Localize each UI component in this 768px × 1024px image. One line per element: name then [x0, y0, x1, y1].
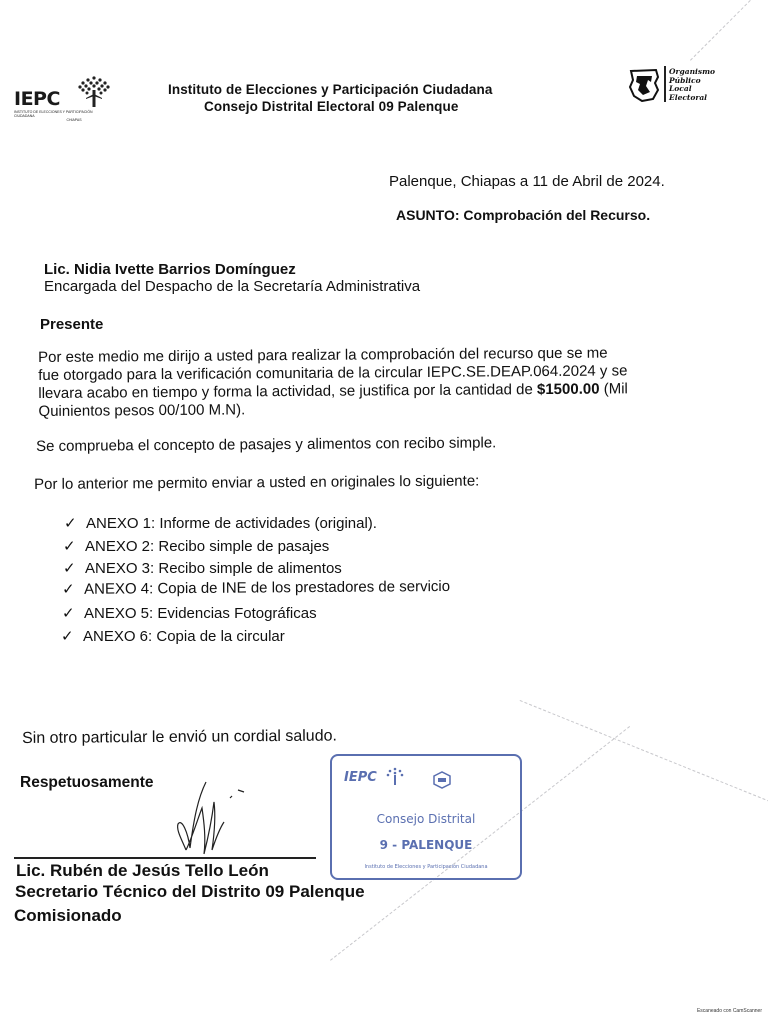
iepc-logo [14, 74, 114, 120]
checkmark-icon: ✓ [64, 515, 77, 532]
ople-text-line: Público [669, 75, 701, 85]
annex-item [63, 560, 342, 578]
body-line: Por este medio me dirijo a usted para realizar la comprobación del recurso que se me [38, 344, 608, 366]
stamp-line-2: 9 - PALENQUE [379, 838, 473, 852]
checkmark-icon: ✓ [63, 560, 76, 577]
signer-name: Lic. Rubén de Jesús Tello León [16, 861, 269, 880]
checkmark-icon: ✓ [61, 628, 74, 645]
recipient-name: Lic. Nidia Ivette Barrios Domínguez [44, 261, 296, 278]
stamp-line-1: Consejo Distrital [376, 812, 476, 826]
ople-text-line: Local [669, 84, 692, 93]
signer-title: Secretario Técnico del Distrito 09 Palenque [15, 882, 365, 901]
scan-fold-line [690, 0, 754, 61]
checkmark-icon: ✓ [62, 580, 75, 598]
ople-logo [626, 66, 746, 106]
annex-item [61, 628, 285, 646]
scan-fold-line [520, 700, 768, 813]
chiapas-map-icon [628, 68, 660, 102]
body-paragraph-1 [38, 344, 729, 421]
stamp-footer: Instituto de Elecciones y Participación Ciudadana [364, 864, 488, 870]
annex-item [64, 515, 377, 533]
annex-label: ANEXO 6: Copia de la circular [83, 628, 285, 645]
subject-line: ASUNTO: Comprobación del Recurso. [396, 207, 651, 223]
signer-role: Comisionado [14, 906, 122, 925]
closing-line: Sin otro particular le envió un cordial saludo. [22, 727, 337, 747]
annex-label: ANEXO 3: Recibo simple de alimentos [85, 560, 342, 577]
ople-text-line: Organismo [669, 67, 716, 76]
body-line: fue otorgado para la verificación comunitaria de la circular IEPC.SE.DEAP.064.2024 y se [38, 362, 628, 384]
annex-label: ANEXO 4: Copia de INE de los prestadores de servicio [83, 577, 451, 598]
scanner-watermark: Escaneado con CamScanner [696, 1008, 762, 1014]
body-line: Quinientos pesos 00/100 M.N). [38, 401, 246, 420]
respectfully: Respetuosamente [20, 774, 154, 791]
place-date: Palenque, Chiapas a 11 de Abril de 2024. [389, 173, 665, 190]
checkmark-icon: ✓ [63, 538, 76, 555]
iepc-logo-subtitle: INSTITUTO DE ELECCIONES Y PARTICIPACIÓN CIUDADANA [14, 110, 93, 118]
header-institute: Instituto de Elecciones y Participación Ciudadana [168, 82, 493, 97]
signature-line [14, 857, 316, 859]
stamp-iepc-logo: IEPC [344, 770, 377, 785]
annex-item [62, 605, 317, 623]
greeting: Presente [40, 316, 104, 333]
tree-icon [74, 74, 114, 108]
ople-divider [664, 66, 666, 102]
body-paragraph-3: Por lo anterior me permito enviar a usted en originales lo siguiente: [34, 472, 480, 493]
annex-label: ANEXO 5: Evidencias Fotográficas [84, 605, 317, 622]
iepc-logo-state: CHIAPAS [66, 118, 82, 122]
checkmark-icon: ✓ [62, 605, 75, 622]
ople-text-line: Electoral [669, 92, 708, 102]
annex-item [62, 578, 450, 599]
iepc-logo-word: IEPC [14, 88, 60, 110]
header-council: Consejo Distrital Electoral 09 Palenque [204, 99, 459, 114]
handwritten-signature [168, 778, 268, 858]
stamp-tree-icon [384, 766, 406, 786]
body-line: llevara acabo en tiempo y forma la actividad, se justifica por la cantidad de [38, 381, 538, 402]
body-line: (Mil [599, 380, 628, 398]
stamp-ople-icon [432, 770, 452, 790]
recipient-role: Encargada del Despacho de la Secretaría Administrativa [44, 278, 421, 295]
annex-label: ANEXO 2: Recibo simple de pasajes [85, 538, 330, 555]
official-stamp [330, 754, 522, 880]
annex-item [63, 538, 329, 556]
amount: $1500.00 [536, 380, 600, 399]
body-paragraph-2: Se comprueba el concepto de pasajes y alimentos con recibo simple. [36, 434, 497, 455]
annex-label: ANEXO 1: Informe de actividades (original). [86, 515, 377, 532]
